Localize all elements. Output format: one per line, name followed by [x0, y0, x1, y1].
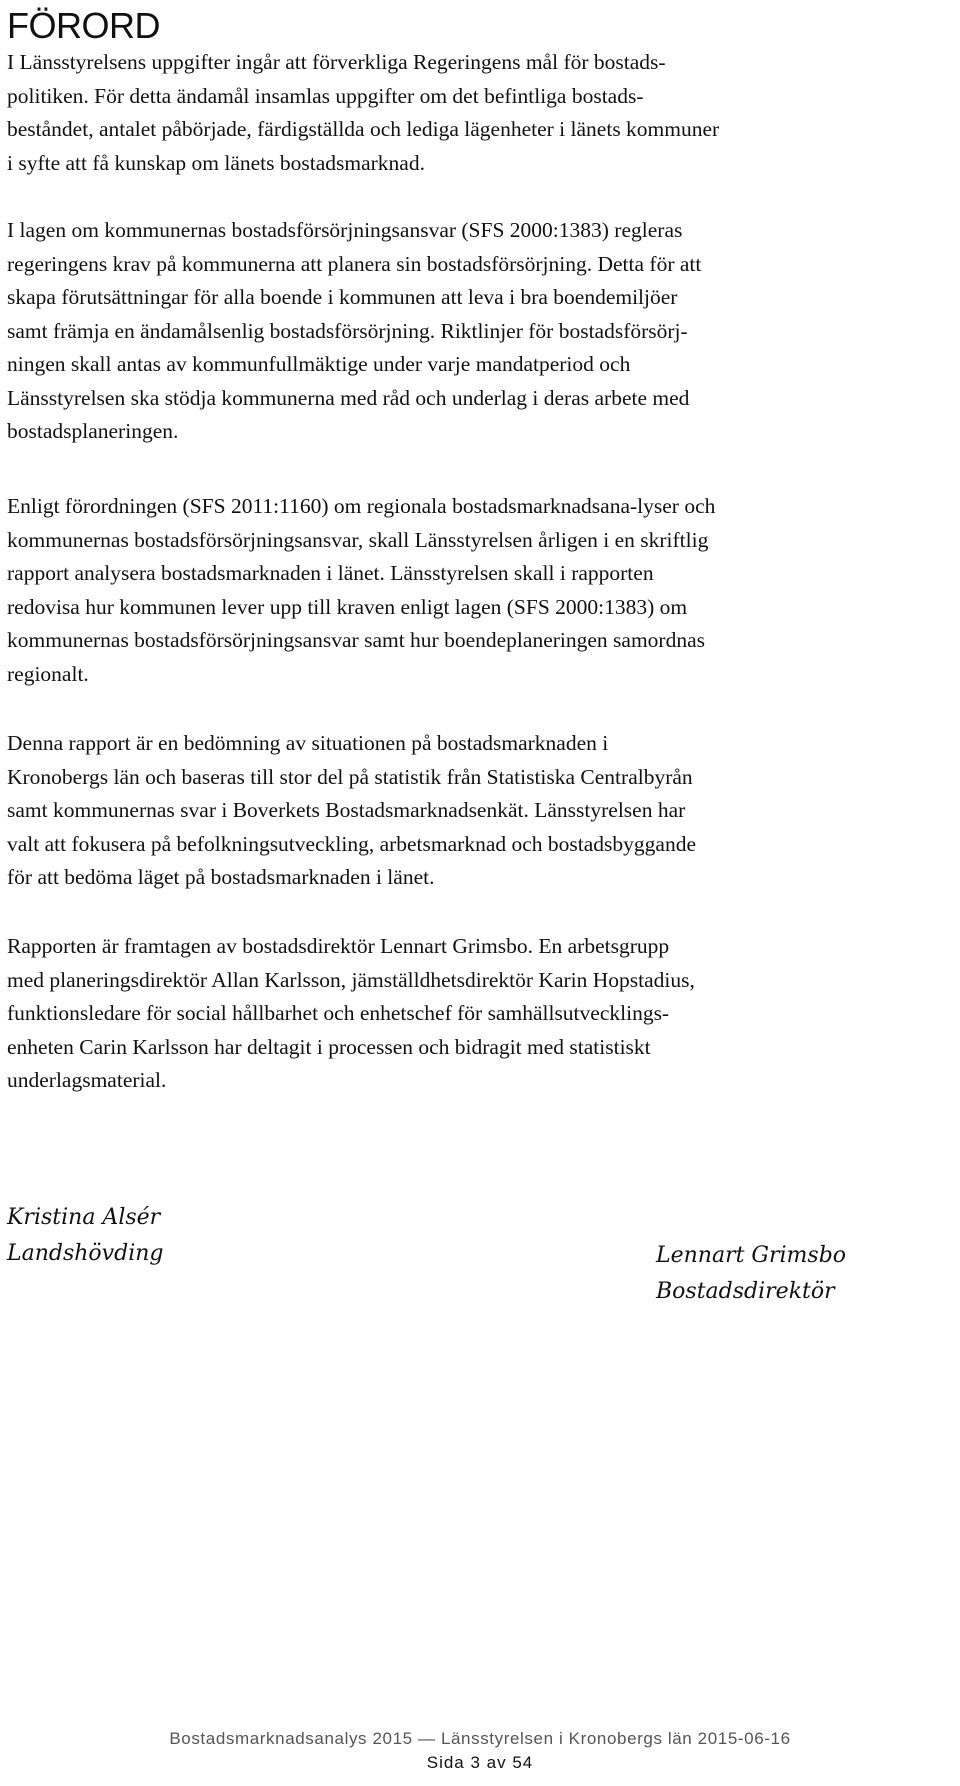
paragraph-ordinance — [7, 490, 715, 691]
paragraph-line: underlagsmaterial. — [7, 1068, 167, 1092]
paragraph-line: bostadsplaneringen. — [7, 419, 179, 443]
paragraph-line: regionalt. — [7, 661, 89, 686]
paragraph-line: för att bedöma läget på bostadsmarknaden i länet. — [7, 865, 435, 889]
paragraph-line: samt kommunernas svar i Boverkets Bostadsmarknadsenkät. Länsstyrelsen har — [7, 798, 686, 822]
paragraph-line: funktionsledare för social hållbarhet och enhetschef för samhällsutvecklings- — [7, 1001, 670, 1025]
paragraph-line: samt främja en ändamålsenlig bostadsförsörjning. Riktlinjer för bostadsförsörj- — [7, 318, 688, 343]
paragraph-line: redovisa hur kommunen lever upp till kraven enligt lagen (SFS 2000:1383) om — [7, 594, 688, 619]
paragraph-line: regeringens krav på kommunerna att planera sin bostadsförsörjning. Detta för att — [7, 251, 702, 276]
signature-name: Lennart Grimsbo — [656, 1243, 847, 1268]
signature-title: Landshövding — [7, 1241, 164, 1266]
paragraph-intro — [7, 46, 719, 180]
signature-name: Kristina Alsér — [7, 1205, 161, 1230]
paragraph-line: Denna rapport är en bedömning av situationen på bostadsmarknaden i — [7, 731, 609, 755]
page-title: FÖRORD — [7, 5, 160, 46]
paragraph-line: enheten Carin Karlsson har deltagit i processen och bidragit med statistiskt — [7, 1034, 651, 1059]
footer-text: Bostadsmarknadsanalys 2015 — Länsstyrelsen i Kronobergs län 2015-06-16 — [169, 1729, 791, 1748]
paragraph-line: Länsstyrelsen ska stödja kommunerna med råd och underlag i deras arbete med — [7, 385, 690, 410]
paragraph-line: ningen skall antas av kommunfullmäktige under varje mandatperiod och — [7, 352, 631, 376]
paragraph-line: kommunernas bostadsförsörjningsansvar samt hur boendeplaneringen samordnas — [7, 628, 705, 652]
paragraph-line: i syfte att få kunskap om länets bostadsmarknad. — [7, 150, 425, 175]
signature-title: Bostadsdirektör — [656, 1279, 835, 1304]
paragraph-line: I Länsstyrelsens uppgifter ingår att förverkliga Regeringens mål för bostads- — [7, 50, 666, 74]
paragraph-report — [7, 727, 696, 895]
paragraph-line: skapa förutsättningar för alla boende i kommunen att leva i bra boendemiljöer — [7, 285, 678, 309]
paragraph-line: valt att fokusera på befolkningsutveckling, arbetsmarknad och bostadsbyggande — [7, 831, 696, 856]
signature-right — [656, 1238, 846, 1310]
paragraph-line: med planeringsdirektör Allan Karlsson, jämställdhetsdirektör Karin Hopstadius, — [7, 967, 695, 992]
paragraph-line: beståndet, antalet påbörjade, färdigställda och lediga lägenheter i länets kommuner — [7, 117, 720, 141]
paragraph-line: Rapporten är framtagen av bostadsdirektör Lennart Grimsbo. En arbetsgrupp — [7, 934, 670, 958]
page-number: Sida 3 av 54 — [426, 1753, 534, 1772]
paragraph-authors — [7, 930, 695, 1098]
paragraph-line: I lagen om kommunernas bostadsförsörjningsansvar (SFS 2000:1383) regleras — [7, 218, 683, 242]
signature-left — [7, 1200, 163, 1272]
paragraph-line: politiken. För detta ändamål insamlas uppgifter om det befintliga bostads- — [7, 83, 644, 108]
paragraph-law — [7, 214, 701, 449]
paragraph-line: kommunernas bostadsförsörjningsansvar, skall Länsstyrelsen årligen i en skriftlig — [7, 527, 709, 552]
paragraph-line: Enligt förordningen (SFS 2011:1160) om regionala bostadsmarknadsana-lyser och — [7, 494, 716, 518]
paragraph-line: rapport analysera bostadsmarknaden i länet. Länsstyrelsen skall i rapporten — [7, 561, 654, 585]
paragraph-line: Kronobergs län och baseras till stor del på statistik från Statistiska Centralbyrån — [7, 764, 693, 789]
